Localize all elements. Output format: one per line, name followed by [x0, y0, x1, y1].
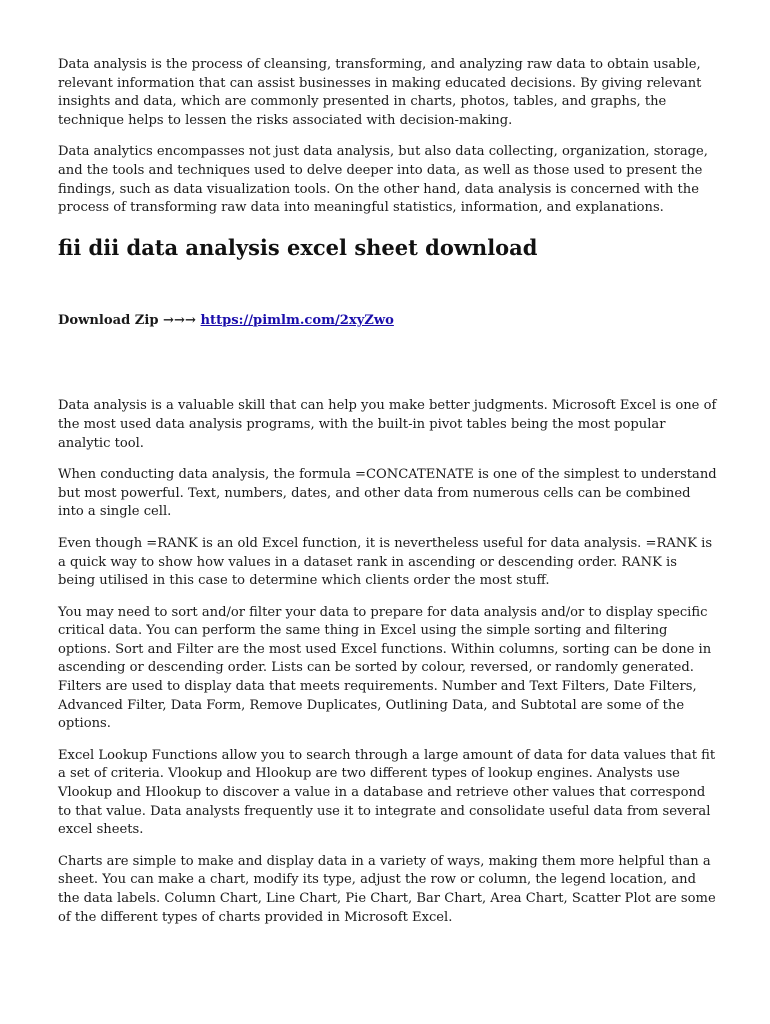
body-paragraph-5: Excel Lookup Functions allow you to search through a large amount of data for data values that fit a set of criteria. Vlookup and Hlookup are two different types of lookup engines. Analysts use Vlookup and Hlookup to discover a value in a database and retrieve other values that correspond to that value. Data analysts frequently use it to integrate and consolidate useful data from several excel sheets. [58, 747, 716, 838]
download-line [58, 312, 718, 331]
body-paragraph-4: You may need to sort and/or filter your data to prepare for data analysis and/or to display specific critical data. You can perform the same thing in Excel using the simple sorting and filtering options. Sort and Filter are the most used Excel functions. Within columns, sorting can be done in ascending or descending order. Lists can be sorted by colour, reversed, or randomly generated. Filters are used to display data that meets requirements. Number and Text Filters, Date Filters, Advanced Filter, Data Form, Remove Duplicates, Outlining Data, and Subtotal are some of the options. [58, 604, 712, 732]
body-paragraph-2: When conducting data analysis, the formula =CONCATENATE is one of the simplest to understand but most powerful. Text, numbers, dates, and other data from numerous cells can be combined into a single cell. [58, 467, 717, 520]
download-label: Download Zip →→→ [58, 312, 201, 328]
body-paragraph-1: Data analysis is a valuable skill that can help you make better judgments. Microsoft Excel is one of the most used data analysis programs, with the built-in pivot tables being the most popular analytic tool. [58, 398, 717, 451]
download-link[interactable]: https://pimlm.com/2xyZwo [200, 312, 394, 328]
page-title: fii dii data analysis excel sheet download [58, 234, 538, 260]
document-page [58, 56, 718, 940]
body-paragraph-6: Charts are simple to make and display data in a variety of ways, making them more helpful than a sheet. You can make a chart, modify its type, adjust the row or column, the legend location, and the data labels. Column Chart, Line Chart, Pie Chart, Bar Chart, Area Chart, Scatter Plot are some of the different types of charts provided in Microsoft Excel. [58, 853, 716, 925]
spacer [58, 330, 718, 397]
body-paragraph-3: Even though =RANK is an old Excel function, it is nevertheless useful for data analysis. =RANK is a quick way to show how values in a dataset rank in ascending or descending order. RANK is being utilised in this case to determine which clients order the most stuff. [58, 535, 713, 589]
intro-paragraph-2: Data analytics encompasses not just data analysis, but also data collecting, organization, storage, and the tools and techniques used to delve deeper into data, as well as those used to present the findings, such as data visualization tools. On the other hand, data analysis is concerned with the process of transforming raw data into meaningful statistics, information, and explanations. [58, 144, 708, 216]
intro-paragraph-1: Data analysis is the process of cleansing, transforming, and analyzing raw data to obtain usable, relevant information that can assist businesses in making educated decisions. By giving relevant insights and data, which are commonly presented in charts, photos, tables, and graphs, the technique helps to lessen the risks associated with decision-making. [58, 57, 702, 128]
